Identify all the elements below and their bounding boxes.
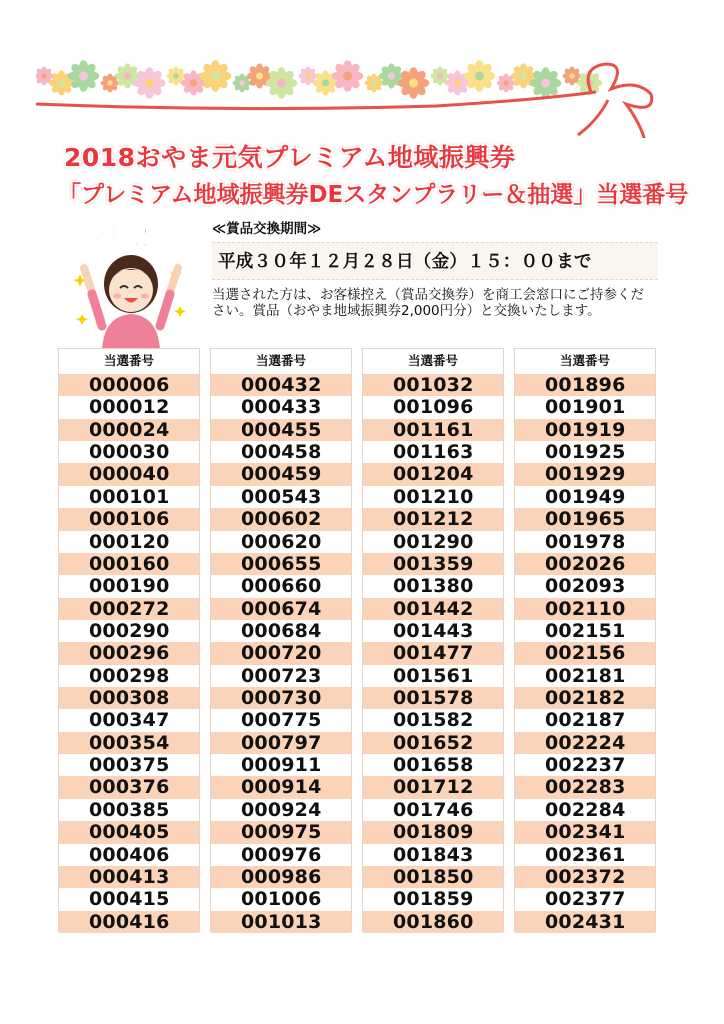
flower-icon [530, 67, 562, 99]
winning-number: 000674 [211, 598, 351, 620]
winning-number: 002156 [515, 642, 655, 664]
number-column-1 [58, 348, 200, 932]
winning-number: 001860 [363, 911, 503, 933]
winning-number: 001477 [363, 642, 503, 664]
winning-number: 000775 [211, 709, 351, 731]
winning-number: 000406 [59, 844, 199, 866]
column-header: 当選番号 [407, 353, 458, 368]
winning-number: 000415 [59, 888, 199, 910]
winning-number: 002284 [515, 799, 655, 821]
exchange-label: ≪賞品交換期間≫ [212, 221, 322, 237]
winning-number: 000684 [211, 620, 351, 642]
page-title: 2018おやま元気プレミアム地域振興券 [64, 143, 516, 172]
flower-icon [398, 67, 430, 99]
winning-number: 001965 [515, 508, 655, 530]
winning-number: 000914 [211, 776, 351, 798]
winning-number: 001850 [363, 866, 503, 888]
winning-number: 002187 [515, 709, 655, 731]
winning-number: 000433 [211, 396, 351, 418]
winning-number: 000602 [211, 508, 351, 530]
winning-number: 000190 [59, 575, 199, 597]
winning-number: 000298 [59, 665, 199, 687]
winning-number: 000797 [211, 732, 351, 754]
winning-number: 001359 [363, 553, 503, 575]
winning-number: 001658 [363, 754, 503, 776]
winning-number: 001919 [515, 419, 655, 441]
column-header: 当選番号 [255, 353, 306, 368]
winning-number: 002151 [515, 620, 655, 642]
winning-number: 001032 [363, 374, 503, 396]
winning-number: 000975 [211, 821, 351, 843]
winning-number: 001582 [363, 709, 503, 731]
number-column-3 [362, 348, 504, 932]
winning-number: 000976 [211, 844, 351, 866]
winning-number: 002224 [515, 732, 655, 754]
winning-number: 000375 [59, 754, 199, 776]
winning-number: 000413 [59, 866, 199, 888]
winning-number: 002110 [515, 598, 655, 620]
winning-number: 000455 [211, 419, 351, 441]
floral-banner [36, 52, 666, 138]
winning-number: 001712 [363, 776, 503, 798]
winning-number: 000660 [211, 575, 351, 597]
winning-number: 001290 [363, 531, 503, 553]
winning-number: 001652 [363, 732, 503, 754]
flower-icon [200, 60, 232, 92]
winning-number: 001809 [363, 821, 503, 843]
winning-number: 000272 [59, 598, 199, 620]
winning-number: 001006 [211, 888, 351, 910]
winning-number: 000405 [59, 821, 199, 843]
page-subtitle: 「プレミアム地域振興券DEスタンプラリー＆抽選」当選番号 [58, 182, 689, 208]
winning-number: 001442 [363, 598, 503, 620]
winning-number: 000385 [59, 799, 199, 821]
winning-number: 001443 [363, 620, 503, 642]
winning-number: 000911 [211, 754, 351, 776]
winning-number: 000101 [59, 486, 199, 508]
winning-number: 000106 [59, 508, 199, 530]
winning-number: 000720 [211, 642, 351, 664]
winning-number: 002377 [515, 888, 655, 910]
winning-number: 000543 [211, 486, 351, 508]
ribbon-cord [36, 92, 596, 109]
winning-number: 001901 [515, 396, 655, 418]
winning-number: 000432 [211, 374, 351, 396]
winning-number: 001843 [363, 844, 503, 866]
winning-number: 001013 [211, 911, 351, 933]
winning-number: 000354 [59, 732, 199, 754]
flower-icon [266, 67, 298, 99]
winning-number: 001096 [363, 396, 503, 418]
column-header: 当選番号 [559, 353, 610, 368]
winning-number: 000006 [59, 374, 199, 396]
winner-girl-illustration [72, 222, 190, 350]
winning-number: 000459 [211, 463, 351, 485]
winning-number: 000308 [59, 687, 199, 709]
winning-number: 000416 [59, 911, 199, 933]
winning-number: 001896 [515, 374, 655, 396]
winning-number: 000924 [211, 799, 351, 821]
winning-number: 000458 [211, 441, 351, 463]
winning-number: 001578 [363, 687, 503, 709]
winning-number: 000012 [59, 396, 199, 418]
winning-number: 000040 [59, 463, 199, 485]
winning-number: 000620 [211, 531, 351, 553]
winning-number: 001949 [515, 486, 655, 508]
winning-number: 000986 [211, 866, 351, 888]
winning-number: 001929 [515, 463, 655, 485]
winning-number: 000347 [59, 709, 199, 731]
winning-number: 001161 [363, 419, 503, 441]
exchange-note: 当選された方は、お客様控え（賞品交換券）を商工会窓口にご持参ください。賞品（おやま地域振興券2,000円分）と交換いたします。 [212, 287, 644, 319]
winning-number: 000296 [59, 642, 199, 664]
winning-number: 000120 [59, 531, 199, 553]
winning-number: 002181 [515, 665, 655, 687]
winning-number: 000655 [211, 553, 351, 575]
flower-icon [68, 60, 100, 92]
flower-icon [134, 67, 166, 99]
winning-number: 001204 [363, 463, 503, 485]
winning-number: 002372 [515, 866, 655, 888]
winning-number: 002237 [515, 754, 655, 776]
ribbon-bow [578, 64, 652, 138]
number-column-4 [514, 348, 656, 932]
winning-number: 001210 [363, 486, 503, 508]
winning-number: 001212 [363, 508, 503, 530]
winning-number: 001746 [363, 799, 503, 821]
winning-number: 002431 [515, 911, 655, 933]
winning-number: 000723 [211, 665, 351, 687]
winning-number: 002341 [515, 821, 655, 843]
number-column-2 [210, 348, 352, 932]
winning-numbers-table [58, 348, 658, 932]
exchange-info [212, 218, 658, 319]
winning-number: 001163 [363, 441, 503, 463]
winning-number: 000030 [59, 441, 199, 463]
winning-number: 000160 [59, 553, 199, 575]
winning-number: 001561 [363, 665, 503, 687]
winning-number: 002182 [515, 687, 655, 709]
winning-number: 001859 [363, 888, 503, 910]
winning-number: 000376 [59, 776, 199, 798]
winning-number: 002093 [515, 575, 655, 597]
winning-number: 001380 [363, 575, 503, 597]
winning-number: 001925 [515, 441, 655, 463]
winner-sign-text: 当選！ [96, 227, 163, 252]
winning-number: 001978 [515, 531, 655, 553]
winning-number: 002026 [515, 553, 655, 575]
exchange-period: 平成３０年１２月２８日（金）１５：００まで [212, 242, 658, 280]
winning-number: 002361 [515, 844, 655, 866]
winning-number: 000730 [211, 687, 351, 709]
flower-icon [332, 60, 364, 92]
column-header: 当選番号 [103, 353, 154, 368]
winning-number: 000290 [59, 620, 199, 642]
flower-icon [464, 60, 496, 92]
winning-number: 000024 [59, 419, 199, 441]
winning-number: 002283 [515, 776, 655, 798]
